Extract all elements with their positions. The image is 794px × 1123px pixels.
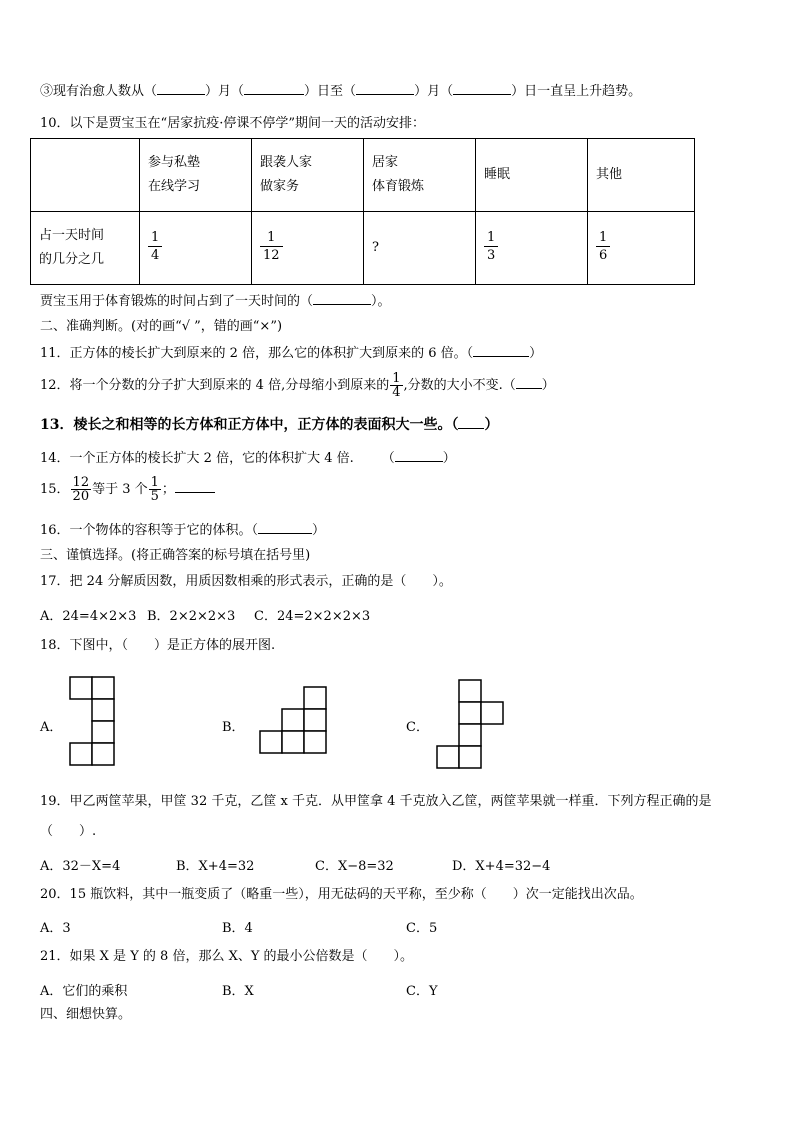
net-square xyxy=(92,721,114,743)
q18-option-c-label[interactable]: C． xyxy=(406,720,429,735)
q19-option-c[interactable]: C．X−8=32 xyxy=(315,859,394,874)
q13: 13．棱长之和相等的长方体和正方体中，正方体的表面积大一些。（ ） xyxy=(40,417,499,433)
answer-blank[interactable] xyxy=(258,521,312,534)
net-square xyxy=(481,702,503,724)
q21-option-a[interactable]: A．它们的乘积 xyxy=(40,984,128,999)
answer-blank[interactable] xyxy=(313,292,371,305)
q10-title: 10．以下是贾宝玉在“居家抗疫·停课不停学”期间一天的活动安排： xyxy=(40,116,425,131)
answer-blank[interactable] xyxy=(175,480,215,493)
table-header-cell: 睡眠 xyxy=(476,139,588,212)
answer-blank[interactable] xyxy=(244,82,304,95)
section-3-heading: 三、谨慎选择。(将正确答案的标号填在括号里) xyxy=(40,548,311,563)
q21-option-c[interactable]: C．Y xyxy=(406,984,438,999)
q20-option-c[interactable]: C．5 xyxy=(406,921,438,936)
q19-stem-line1: 19．甲乙两筐苹果，甲筐 32 千克，乙筐 x 千克．从甲筐拿 4 千克放入乙筐，两筐苹果就一样重．下列方程正确的是 xyxy=(40,794,712,809)
q10-question: 贾宝玉用于体育锻炼的时间占到了一天时间的（ ）。 xyxy=(40,294,391,309)
table-cell: $\frac{1}{4}$ xyxy=(140,212,252,285)
fraction: $\frac{1}{5}$ xyxy=(150,475,159,504)
q19-stem-line2: （ ）. xyxy=(40,824,97,839)
q15: 15． $\frac{12}{20}$ 等于 3 个 $\frac{1}{5}$ ； xyxy=(40,476,215,503)
q20-option-a[interactable]: A．3 xyxy=(40,921,71,936)
answer-blank[interactable] xyxy=(157,82,205,95)
table-header-cell: 其他 xyxy=(588,139,695,212)
net-square xyxy=(70,743,92,765)
answer-blank[interactable] xyxy=(458,416,484,429)
row-label-cell: 占一天时间 的几分之几 xyxy=(31,212,140,285)
q18-option-b-label[interactable]: B． xyxy=(222,720,245,735)
q9-line: ③现有治愈人数从（ ）月（ ）日至（ ）月（ ）日一直呈上升趋势。 xyxy=(40,84,642,99)
net-square xyxy=(459,746,481,768)
table-cell: $\frac{1}{12}$ xyxy=(252,212,364,285)
net-square xyxy=(304,709,326,731)
net-square xyxy=(282,709,304,731)
q20-stem: 20．15 瓶饮料，其中一瓶变质了（略重一些），用无砝码的天平称，至少称（ ）次一定能找出次品。 xyxy=(40,887,643,902)
q17-option-c[interactable]: C．24=2×2×2×3 xyxy=(254,609,371,624)
net-square xyxy=(282,731,304,753)
net-square xyxy=(92,677,114,699)
q21-option-b[interactable]: B．X xyxy=(222,984,254,999)
table-header-cell: 参与私塾 在线学习 xyxy=(140,139,252,212)
table-cell: $\frac{1}{3}$ xyxy=(476,212,588,285)
q18-stem: 18．下图中，（ ）是正方体的展开图. xyxy=(40,638,276,653)
q17-option-b[interactable]: B．2×2×2×3 xyxy=(147,609,236,624)
fraction: $\frac{1}{4}$ xyxy=(392,371,401,400)
q19-option-a[interactable]: A．32－X=4 xyxy=(40,859,121,874)
table-header-cell: 跟袭人家 做家务 xyxy=(252,139,364,212)
q19-option-d[interactable]: D．X+4=32−4 xyxy=(452,859,551,874)
net-square xyxy=(459,680,481,702)
net-square xyxy=(459,702,481,724)
table-cell: $\frac{1}{6}$ xyxy=(588,212,695,285)
answer-blank[interactable] xyxy=(395,449,443,462)
q20-option-b[interactable]: B．4 xyxy=(222,921,253,936)
circled-number: ③ xyxy=(40,84,54,99)
q16: 16．一个物体的容积等于它的体积。（ ） xyxy=(40,523,326,538)
net-square xyxy=(304,687,326,709)
net-square xyxy=(70,677,92,699)
table-corner-cell xyxy=(31,139,140,212)
answer-blank[interactable] xyxy=(473,344,529,357)
fraction: $\frac{12}{20}$ xyxy=(72,475,90,504)
net-square xyxy=(304,731,326,753)
table-row xyxy=(31,212,695,285)
net-square xyxy=(92,743,114,765)
section-4-heading: 四、细想快算。 xyxy=(40,1007,132,1022)
net-square xyxy=(92,699,114,721)
q17-option-a[interactable]: A．24=4×2×3 xyxy=(40,609,137,624)
answer-blank[interactable] xyxy=(356,82,414,95)
q11: 11．正方体的棱长扩大到原来的 2 倍，那么它的体积扩大到原来的 6 倍。（ ） xyxy=(40,346,543,361)
table-cell: ? xyxy=(364,212,476,285)
q18-option-a-label[interactable]: A． xyxy=(40,720,63,735)
q17-stem: 17．把 24 分解质因数，用质因数相乘的形式表示，正确的是（ ）。 xyxy=(40,574,452,589)
section-2-heading: 二、准确判断。(对的画“√ ”，错的画“×”) xyxy=(40,319,283,334)
q19-option-b[interactable]: B．X+4=32 xyxy=(176,859,255,874)
q14: 14．一个正方体的棱长扩大 2 倍，它的体积扩大 4 倍. （ ） xyxy=(40,451,456,466)
net-square xyxy=(459,724,481,746)
activity-table xyxy=(30,138,695,285)
answer-blank[interactable] xyxy=(516,376,542,389)
table-header-cell: 居家 体育锻炼 xyxy=(364,139,476,212)
cube-net-c[interactable] xyxy=(435,678,507,773)
q12: 12．将一个分数的分子扩大到原来的 4 倍,分母缩小到原来的 $\frac{1}{4}$ ,分数的大小不变.（ ） xyxy=(40,371,555,400)
net-square xyxy=(260,731,282,753)
cube-net-a[interactable] xyxy=(68,675,118,770)
cube-net-b[interactable] xyxy=(258,685,330,757)
q21-stem: 21．如果 X 是 Y 的 8 倍，那么 X、Y 的最小公倍数是（ ）。 xyxy=(40,949,414,964)
answer-blank[interactable] xyxy=(453,82,511,95)
net-square xyxy=(437,746,459,768)
table-header-row xyxy=(31,139,695,212)
